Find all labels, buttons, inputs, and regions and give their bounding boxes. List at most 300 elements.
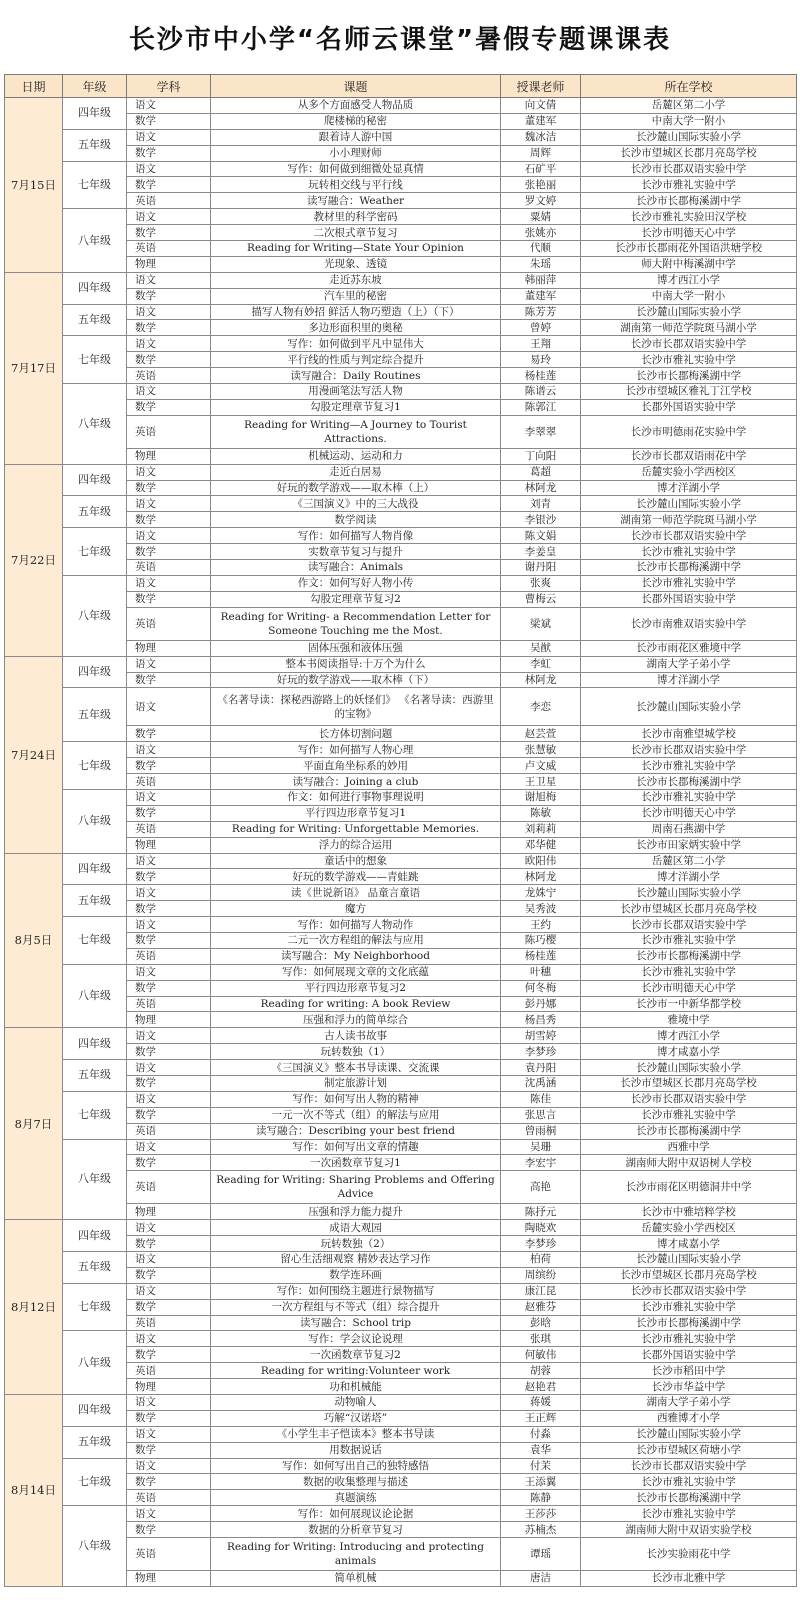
topic-cell: 写作：如何写出自己的独特感悟 [211,1458,501,1474]
subject-cell: 物理 [127,448,211,464]
teacher-cell: 陈敏 [501,805,581,821]
table-row [5,129,797,145]
subject-cell: 英语 [127,241,211,257]
topic-cell: Reading for Writing—State Your Opinion [211,241,501,257]
subject-cell: 英语 [127,948,211,964]
subject-cell: 语文 [127,885,211,901]
subject-cell: 语文 [127,656,211,672]
school-cell: 湖南大学子弟小学 [581,1395,797,1411]
grade-cell: 八年级 [63,1139,127,1220]
school-cell: 长沙市长郡梅溪湖中学 [581,1123,797,1139]
topic-cell: 《小学生丰子恺读本》整本书导读 [211,1426,501,1442]
date-cell: 7月22日 [5,464,63,656]
subject-cell: 语文 [127,742,211,758]
school-cell: 长沙市田家炳实验中学 [581,837,797,853]
date-cell: 7月24日 [5,656,63,853]
subject-cell: 语文 [127,789,211,805]
teacher-cell: 韩丽萍 [501,272,581,288]
topic-cell: 勾股定理章节复习1 [211,399,501,415]
teacher-cell: 杨桂莲 [501,948,581,964]
teacher-cell: 蒋媛 [501,1395,581,1411]
school-cell: 长沙市南雅双语实验中学 [581,607,797,640]
subject-cell: 物理 [127,1379,211,1395]
school-cell: 长沙市明德天心中学 [581,805,797,821]
subject-cell: 语文 [127,98,211,114]
subject-cell: 语文 [127,464,211,480]
school-cell: 长沙市雅礼实验中学 [581,177,797,193]
school-cell: 岳麓区第二小学 [581,98,797,114]
topic-cell: 写作：学会议论说理 [211,1331,501,1347]
subject-cell: 数学 [127,1410,211,1426]
topic-cell: 好玩的数学游戏——青蛙跳 [211,869,501,885]
grade-cell: 五年级 [63,1426,127,1458]
school-cell: 长沙市雅礼实验中学 [581,1107,797,1123]
grade-cell: 八年级 [63,209,127,273]
grade-cell: 七年级 [63,917,127,965]
teacher-cell: 赵芸萱 [501,726,581,742]
school-cell: 博才咸嘉小学 [581,1236,797,1252]
table-row [5,656,797,672]
teacher-cell: 林阿龙 [501,480,581,496]
table-row [5,464,797,480]
school-cell: 长沙麓山国际实验小学 [581,129,797,145]
teacher-cell: 王添翼 [501,1474,581,1490]
subject-cell: 英语 [127,1490,211,1506]
school-cell: 长沙市长郡双语实验中学 [581,917,797,933]
subject-cell: 英语 [127,560,211,576]
school-cell: 博才西江小学 [581,1028,797,1044]
topic-cell: 跟着诗人游中国 [211,129,501,145]
topic-cell: 留心生活细观察 精妙表达学习作 [211,1252,501,1268]
grade-cell: 五年级 [63,688,127,742]
subject-cell: 英语 [127,607,211,640]
table-row [5,853,797,869]
topic-cell: 玩转相交线与平行线 [211,177,501,193]
subject-cell: 语文 [127,1139,211,1155]
teacher-cell: 高艳 [501,1171,581,1204]
school-cell: 博才咸嘉小学 [581,1044,797,1060]
table-row [5,1506,797,1522]
teacher-cell: 胡蓉 [501,1363,581,1379]
table-row [5,336,797,352]
topic-cell: 走近苏东坡 [211,272,501,288]
teacher-cell: 彭晗 [501,1315,581,1331]
subject-cell: 英语 [127,821,211,837]
teacher-cell: 代顺 [501,241,581,257]
subject-cell: 语文 [127,129,211,145]
school-cell: 长沙市长郡梅溪湖中学 [581,1315,797,1331]
topic-cell: 写作：如何做到细微处显真情 [211,161,501,177]
topic-cell: 读写融合：Joining a club [211,774,501,790]
subject-cell: 数学 [127,177,211,193]
subject-cell: 数学 [127,901,211,917]
school-cell: 长沙市一中新华都学校 [581,996,797,1012]
teacher-cell: 张思言 [501,1107,581,1123]
topic-cell: 平行线的性质与判定综合提升 [211,352,501,368]
topic-cell: 压强和浮力能力提升 [211,1204,501,1220]
topic-cell: 读《世说新语》 品童言童语 [211,885,501,901]
subject-cell: 数学 [127,672,211,688]
school-cell: 周南石燕湖中学 [581,821,797,837]
subject-cell: 数学 [127,1236,211,1252]
teacher-cell: 陈文娟 [501,528,581,544]
teacher-cell: 付淼 [501,1426,581,1442]
table-row [5,496,797,512]
school-cell: 博才西江小学 [581,272,797,288]
table-row [5,575,797,591]
grade-cell: 八年级 [63,1331,127,1395]
page-title: 长沙市中小学“名师云课堂”暑假专题课课表 [128,24,672,55]
teacher-cell: 王莎莎 [501,1506,581,1522]
topic-cell: 数据的收集整理与描述 [211,1474,501,1490]
school-cell: 长沙市雅礼实验中学 [581,789,797,805]
teacher-cell: 邓华健 [501,837,581,853]
grade-cell: 四年级 [63,1028,127,1060]
teacher-cell: 曹梅云 [501,591,581,607]
subject-cell: 英语 [127,193,211,209]
teacher-cell: 王正辉 [501,1410,581,1426]
school-cell: 长沙市雅礼实验中学 [581,575,797,591]
subject-cell: 数学 [127,399,211,415]
topic-cell: 真题演练 [211,1490,501,1506]
subject-cell: 物理 [127,1571,211,1587]
subject-cell: 数学 [127,591,211,607]
subject-cell: 数学 [127,1107,211,1123]
teacher-cell: 彭丹娜 [501,996,581,1012]
school-cell: 长沙市长郡梅溪湖中学 [581,774,797,790]
topic-cell: 数学连环画 [211,1267,501,1283]
subject-cell: 语文 [127,1283,211,1299]
teacher-cell: 林阿龙 [501,869,581,885]
grade-cell: 八年级 [63,1506,127,1587]
topic-cell: Reading for writing:Volunteer work [211,1363,501,1379]
school-cell: 长沙市明德雨花实验中学 [581,415,797,448]
topic-cell: 二次根式章节复习 [211,225,501,241]
table-row [5,742,797,758]
table-row [5,528,797,544]
subject-cell: 数学 [127,145,211,161]
grade-cell: 四年级 [63,656,127,688]
teacher-cell: 陈巧樱 [501,932,581,948]
teacher-cell: 柏荷 [501,1252,581,1268]
subject-cell: 数学 [127,980,211,996]
topic-cell: 作文：如何进行事物事理说明 [211,789,501,805]
school-cell: 长沙市长郡梅溪湖中学 [581,193,797,209]
teacher-cell: 林阿龙 [501,672,581,688]
teacher-cell: 曾婷 [501,320,581,336]
teacher-cell: 袁丹阳 [501,1060,581,1076]
school-cell: 中南大学一附小 [581,288,797,304]
school-cell: 岳麓实验小学西校区 [581,464,797,480]
teacher-cell: 粟婧 [501,209,581,225]
teacher-cell: 周缤纷 [501,1267,581,1283]
table-row [5,1220,797,1236]
topic-cell: 实数章节复习与提升 [211,544,501,560]
topic-cell: 小小理财师 [211,145,501,161]
subject-cell: 数学 [127,1267,211,1283]
subject-cell: 英语 [127,774,211,790]
topic-cell: 浮力的综合运用 [211,837,501,853]
school-cell: 长沙市长郡双语实验中学 [581,528,797,544]
grade-cell: 七年级 [63,1283,127,1331]
school-cell: 长沙麓山国际实验小学 [581,885,797,901]
teacher-cell: 张艳丽 [501,177,581,193]
school-cell: 长沙市中雅培粹学校 [581,1204,797,1220]
school-cell: 博才洋湖小学 [581,672,797,688]
grade-cell: 七年级 [63,161,127,209]
grade-cell: 五年级 [63,304,127,336]
school-cell: 岳麓实验小学西校区 [581,1220,797,1236]
topic-cell: Reading for Writing: Introducing and protecting animals [211,1538,501,1571]
grade-cell: 四年级 [63,272,127,304]
teacher-cell: 何敏伟 [501,1347,581,1363]
teacher-cell: 陈芳芳 [501,304,581,320]
teacher-cell: 李姜皇 [501,544,581,560]
topic-cell: 多边形面积里的奥秘 [211,320,501,336]
school-cell: 长郡外国语实验中学 [581,399,797,415]
grade-cell: 四年级 [63,98,127,130]
topic-cell: 用数据说话 [211,1442,501,1458]
teacher-cell: 吴猷 [501,640,581,656]
topic-cell: Reading for Writing—A Journey to Tourist Attractions. [211,415,501,448]
topic-cell: 动物喻人 [211,1395,501,1411]
teacher-cell: 康江昆 [501,1283,581,1299]
school-cell: 岳麓区第二小学 [581,853,797,869]
school-cell: 长沙市望城区荷塘小学 [581,1442,797,1458]
subject-cell: 语文 [127,853,211,869]
grade-cell: 四年级 [63,464,127,496]
school-cell: 长沙麓山国际实验小学 [581,1060,797,1076]
subject-cell: 英语 [127,1363,211,1379]
table-row [5,1458,797,1474]
teacher-cell: 葛超 [501,464,581,480]
subject-cell: 语文 [127,209,211,225]
topic-cell: 简单机械 [211,1571,501,1587]
topic-cell: Reading for Writing: Sharing Problems and Offering Advice [211,1171,501,1204]
school-cell: 长沙市明德天心中学 [581,225,797,241]
school-cell: 长沙市华益中学 [581,1379,797,1395]
teacher-cell: 易玲 [501,352,581,368]
school-cell: 长沙市雅礼实验中学 [581,758,797,774]
table-row [5,209,797,225]
topic-cell: 玩转数独（2） [211,1236,501,1252]
topic-cell: Reading for writing: A book Review [211,996,501,1012]
teacher-cell: 龙姝宁 [501,885,581,901]
school-cell: 博才洋湖小学 [581,480,797,496]
teacher-cell: 张爽 [501,575,581,591]
school-cell: 长沙麓山国际实验小学 [581,1426,797,1442]
table-row [5,304,797,320]
subject-cell: 英语 [127,1171,211,1204]
subject-cell: 语文 [127,1028,211,1044]
school-cell: 长沙麓山国际实验小学 [581,1252,797,1268]
subject-cell: 物理 [127,1012,211,1028]
subject-cell: 语文 [127,1060,211,1076]
grade-cell: 七年级 [63,742,127,790]
topic-cell: 写作：如何描写人物动作 [211,917,501,933]
school-cell: 雅境中学 [581,1012,797,1028]
teacher-cell: 陈静 [501,1490,581,1506]
school-cell: 长沙市雅礼实验中学 [581,1506,797,1522]
subject-cell: 语文 [127,964,211,980]
school-cell: 长沙市长郡双语实验中学 [581,1283,797,1299]
teacher-cell: 陈郭江 [501,399,581,415]
teacher-cell: 陈抒元 [501,1204,581,1220]
subject-cell: 数学 [127,805,211,821]
subject-cell: 数学 [127,512,211,528]
topic-cell: 走近白居易 [211,464,501,480]
subject-cell: 数学 [127,869,211,885]
school-cell: 长沙市长郡双语实验中学 [581,161,797,177]
table-row [5,1139,797,1155]
table-row [5,1028,797,1044]
topic-cell: 爬楼梯的秘密 [211,113,501,129]
topic-cell: 从多个方面感受人物品质 [211,98,501,114]
teacher-cell: 赵雅芬 [501,1299,581,1315]
topic-cell: 作文：如何写好人物小传 [211,575,501,591]
school-cell: 长沙市雅礼实验中学 [581,352,797,368]
teacher-cell: 魏冰洁 [501,129,581,145]
subject-cell: 物理 [127,256,211,272]
teacher-cell: 赵艳君 [501,1379,581,1395]
school-cell: 长沙麓山国际实验小学 [581,304,797,320]
topic-cell: 成语大观园 [211,1220,501,1236]
date-cell: 7月15日 [5,98,63,273]
subject-cell: 英语 [127,1315,211,1331]
school-cell: 湖南师大附中双语树人学校 [581,1155,797,1171]
table-row [5,688,797,726]
topic-cell: 平行四边形章节复习1 [211,805,501,821]
school-cell: 长沙麓山国际实验小学 [581,496,797,512]
school-cell: 师大附中梅溪湖中学 [581,256,797,272]
teacher-cell: 李银沙 [501,512,581,528]
school-cell: 博才洋湖小学 [581,869,797,885]
grade-cell: 五年级 [63,1252,127,1284]
subject-cell: 数学 [127,1155,211,1171]
grade-cell: 七年级 [63,1458,127,1506]
teacher-cell: 王约 [501,917,581,933]
school-cell: 长沙市雅礼实验中学 [581,544,797,560]
subject-cell: 语文 [127,1458,211,1474]
school-cell: 长沙市望城区长郡月亮岛学校 [581,1075,797,1091]
teacher-cell: 朱瑶 [501,256,581,272]
school-cell: 中南大学一附小 [581,113,797,129]
teacher-cell: 吴珊 [501,1139,581,1155]
teacher-cell: 李翠翠 [501,415,581,448]
school-cell: 长沙市长郡梅溪湖中学 [581,1490,797,1506]
date-cell: 8月14日 [5,1395,63,1587]
table-row [5,1060,797,1076]
teacher-cell: 李梦珍 [501,1044,581,1060]
teacher-cell: 丁向阳 [501,448,581,464]
subject-cell: 数学 [127,726,211,742]
topic-cell: 一次函数章节复习2 [211,1347,501,1363]
teacher-cell: 张姚亦 [501,225,581,241]
subject-cell: 数学 [127,758,211,774]
topic-cell: 读写融合：Animals [211,560,501,576]
topic-cell: 读写融合：School trip [211,1315,501,1331]
table-row [5,917,797,933]
grade-cell: 七年级 [63,528,127,576]
subject-cell: 英语 [127,368,211,384]
topic-cell: 描写人物有妙招 鲜活人物巧塑造（上）（下） [211,304,501,320]
table-row [5,98,797,114]
school-cell: 长沙实验雨花中学 [581,1538,797,1571]
date-cell: 8月7日 [5,1028,63,1220]
topic-cell: 长方体切割问题 [211,726,501,742]
teacher-cell: 谢丹阳 [501,560,581,576]
table-row [5,1395,797,1411]
table-row [5,272,797,288]
teacher-cell: 唐洁 [501,1571,581,1587]
teacher-cell: 吴秀波 [501,901,581,917]
subject-cell: 语文 [127,496,211,512]
table-row [5,1091,797,1107]
table-row [5,1283,797,1299]
subject-cell: 语文 [127,1220,211,1236]
subject-cell: 数学 [127,113,211,129]
school-cell: 长沙市雅礼实验田汉学校 [581,209,797,225]
topic-cell: 巧解“汉诺塔” [211,1410,501,1426]
subject-cell: 语文 [127,575,211,591]
teacher-cell: 李恋 [501,688,581,726]
topic-cell: 光现象、透镜 [211,256,501,272]
grade-cell: 五年级 [63,129,127,161]
teacher-cell: 叶穗 [501,964,581,980]
teacher-cell: 李梦珍 [501,1236,581,1252]
subject-cell: 语文 [127,384,211,400]
subject-cell: 物理 [127,1204,211,1220]
teacher-cell: 杨桂莲 [501,368,581,384]
school-cell: 长沙市长郡梅溪湖中学 [581,948,797,964]
topic-cell: 古人读书故事 [211,1028,501,1044]
teacher-cell: 曾雨桐 [501,1123,581,1139]
subject-cell: 语文 [127,917,211,933]
school-cell: 长沙市北雅中学 [581,1571,797,1587]
schedule-body [5,98,797,1587]
school-cell: 长沙麓山国际实验小学 [581,688,797,726]
subject-cell: 数学 [127,480,211,496]
subject-cell: 数学 [127,320,211,336]
grade-cell: 七年级 [63,1091,127,1139]
subject-cell: 语文 [127,272,211,288]
teacher-cell: 胡雪婷 [501,1028,581,1044]
table-row [5,789,797,805]
subject-cell: 数学 [127,544,211,560]
school-cell: 长沙市南雅望城学校 [581,726,797,742]
topic-cell: 写作：如何写出文章的情趣 [211,1139,501,1155]
subject-cell: 语文 [127,1091,211,1107]
topic-cell: 写作：如何展现议论论据 [211,1506,501,1522]
school-cell: 湖南师大附中双语实验学校 [581,1522,797,1538]
subject-cell: 语文 [127,1252,211,1268]
topic-cell: 数据的分析章节复习 [211,1522,501,1538]
header-topic: 课题 [211,75,501,98]
topic-cell: 教材里的科学密码 [211,209,501,225]
school-cell: 长沙市望城区长郡月亮岛学校 [581,1267,797,1283]
topic-cell: 写作：如何做到平凡中显伟大 [211,336,501,352]
topic-cell: 写作：如何描写人物肖像 [211,528,501,544]
topic-cell: 读写融合：My Neighborhood [211,948,501,964]
topic-cell: 玩转数独（1） [211,1044,501,1060]
school-cell: 长沙市长郡双语实验中学 [581,1458,797,1474]
grade-cell: 五年级 [63,496,127,528]
subject-cell: 英语 [127,1123,211,1139]
grade-cell: 四年级 [63,1220,127,1252]
school-cell: 西雅中学 [581,1139,797,1155]
subject-cell: 物理 [127,640,211,656]
header-grade: 年级 [63,75,127,98]
